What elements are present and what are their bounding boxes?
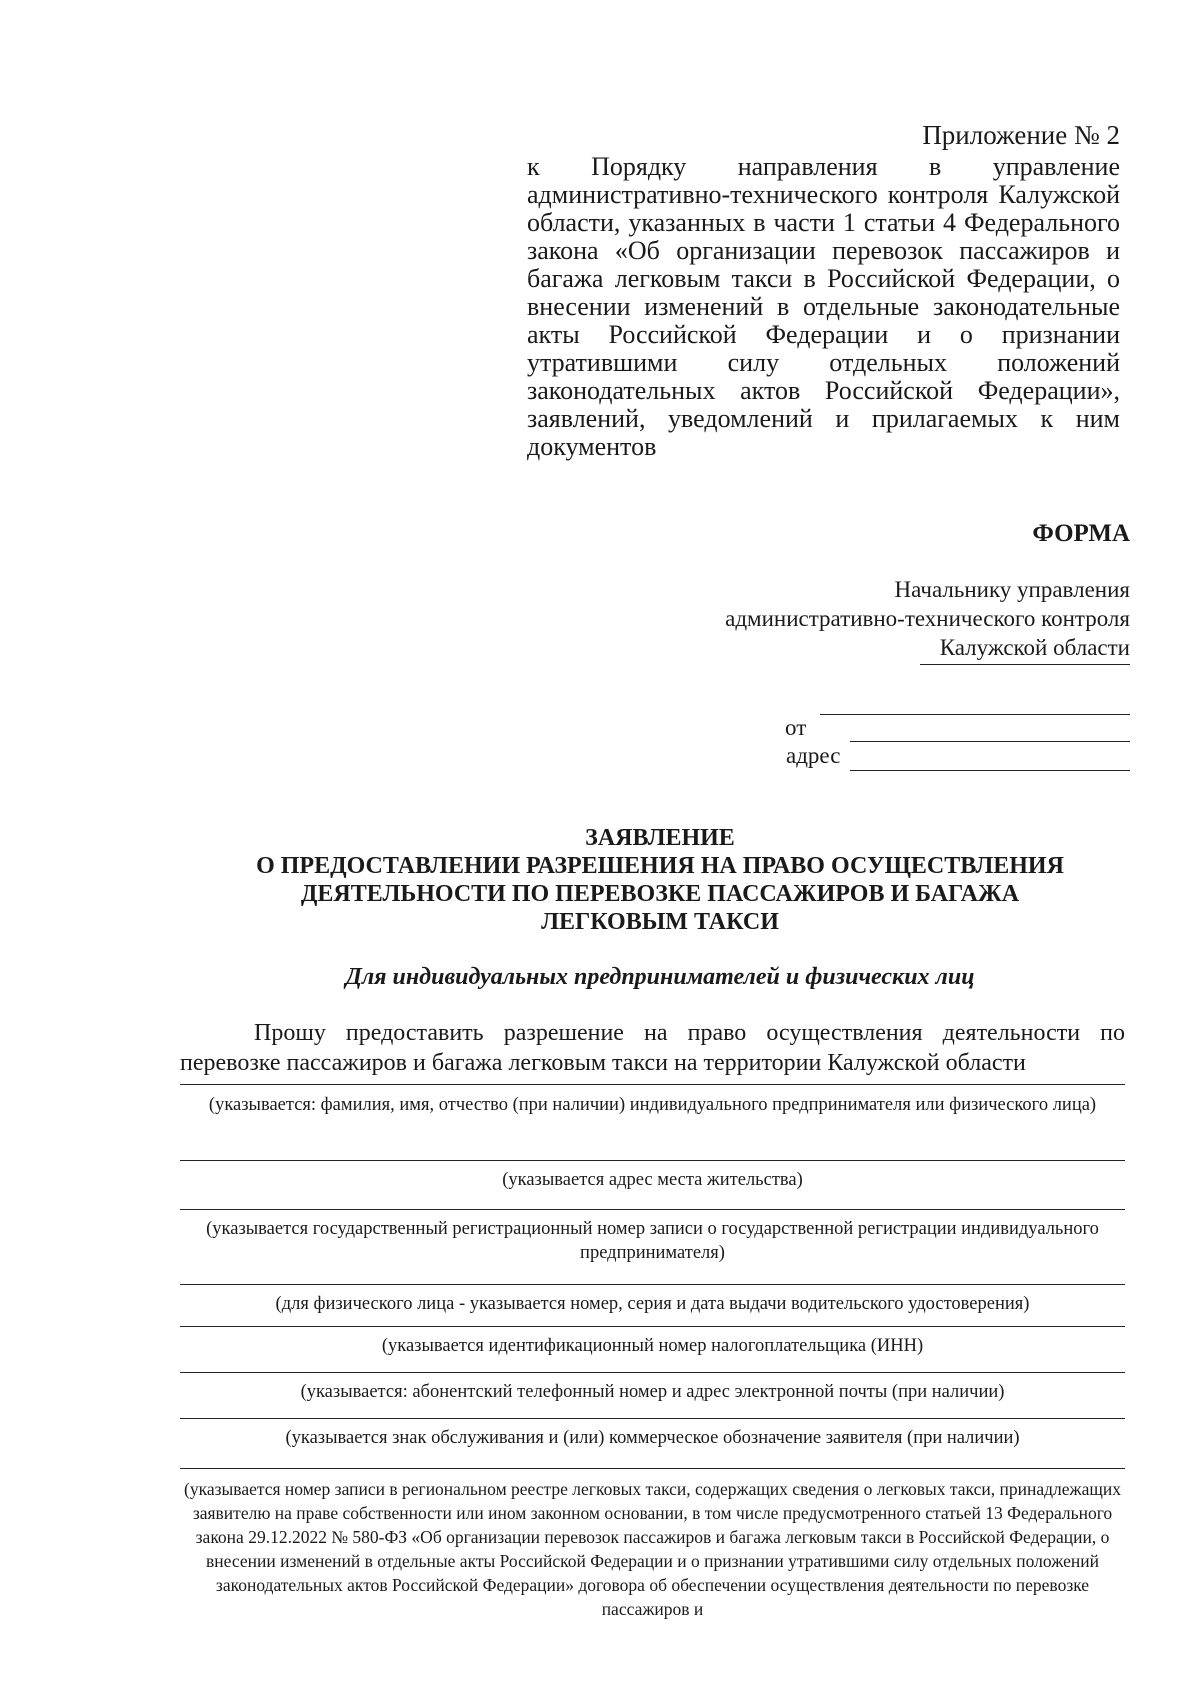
form-label: ФОРМА [1032,520,1130,547]
heading-line-4: ЛЕГКОВЫМ ТАКСИ [541,909,779,935]
from-field[interactable] [820,714,1130,715]
field-caption-contacts: (указывается: абонентский телефонный номер и адрес электронной почты (при наличии) [300,1382,1005,1402]
residence-address-field[interactable] [180,1160,1125,1161]
addressee-line-1: Начальнику управления [894,577,1130,602]
registration-number-field[interactable] [180,1209,1125,1210]
driver-license-field[interactable] [180,1284,1125,1285]
annex-title: Приложение № 2 [922,120,1120,150]
heading-line-2: О ПРЕДОСТАВЛЕНИИ РАЗРЕШЕНИЯ НА ПРАВО ОСУЩЕСТВЛЕНИЯ [256,853,1064,879]
addressee-line-3: Калужской области [939,635,1130,660]
field-caption-name: (указывается: фамилия, имя, отчество (при наличии) индивидуального предпринимателя или физического лица) [208,1095,1097,1115]
applicant-name-field[interactable] [180,1084,1125,1085]
field-caption-license: (для физического лица - указывается номер, серия и дата выдачи водительского удостоверения) [275,1294,1030,1314]
statement-heading [180,824,1140,936]
addressee-name-field[interactable] [920,664,1130,665]
field-caption-registry: (указывается номер записи в региональном реестре легковых такси, содержащих сведения о легковых такси, принадлежащих заявителю на праве собственности или ином законном основании, в том числе предусмотренного статьей 13 Федерального закона 29.12.2022 № 580-ФЗ «Об организации перевозок пассажиров и багажа легковым такси в Российской Федерации, о внесении изменений в отдельные акты Российской Федерации и о признании утратившими силу отдельных положений законодательных актов Российской Федерации» договора об обеспечении осуществления деятельности по перевозке пассажиров и [184,1479,1121,1619]
addressee-line-2: административно-технического контроля [725,606,1130,631]
field-caption-inn: (указывается идентификационный номер налогоплательщика (ИНН) [381,1336,924,1356]
phone-email-field[interactable] [180,1372,1125,1373]
inn-field[interactable] [180,1326,1125,1327]
addressee-block [620,575,1130,662]
field-caption-service-mark: (указывается знак обслуживания и (или) коммерческое обозначение заявителя (при наличии) [285,1428,1020,1448]
address-label: адрес [786,743,841,768]
from-label: от [785,715,807,740]
heading-line-3: ДЕЯТЕЛЬНОСТИ ПО ПЕРЕВОЗКЕ ПАССАЖИРОВ И БАГАЖА [300,881,1020,907]
registry-number-field[interactable] [180,1468,1125,1469]
address-field[interactable] [850,741,1130,742]
address-field-continued[interactable] [850,770,1130,771]
heading-line-1: ЗАЯВЛЕНИЕ [585,825,735,851]
service-mark-field[interactable] [180,1418,1125,1419]
field-caption-address: (указывается адрес места жительства) [502,1170,803,1190]
field-caption-registration: (указывается государственный регистрационный номер записи о государственной регистрации индивидуального предпринимателя) [206,1219,1099,1263]
annex-reference-text: к Порядку направления в управление административно-технического контроля Калужской области, указанных в части 1 статьи 4 Федерального закона «Об организации перевозок пассажиров и багажа легковым такси в Российской Федерации, о внесении изменений в отдельные законодательные акты Российской Федерации и о признании утратившими силу отдельных положений законодательных актов Российской Федерации», заявлений, уведомлений и прилагаемых к ним документов [527,152,1120,461]
applicant-type-subheading: Для индивидуальных предпринимателей и физических лиц [345,964,975,990]
request-paragraph: Прошу предоставить разрешение на право осуществления деятельности по перевозке пассажиров и багажа легковым такси на территории Калужской области [180,1020,1125,1076]
